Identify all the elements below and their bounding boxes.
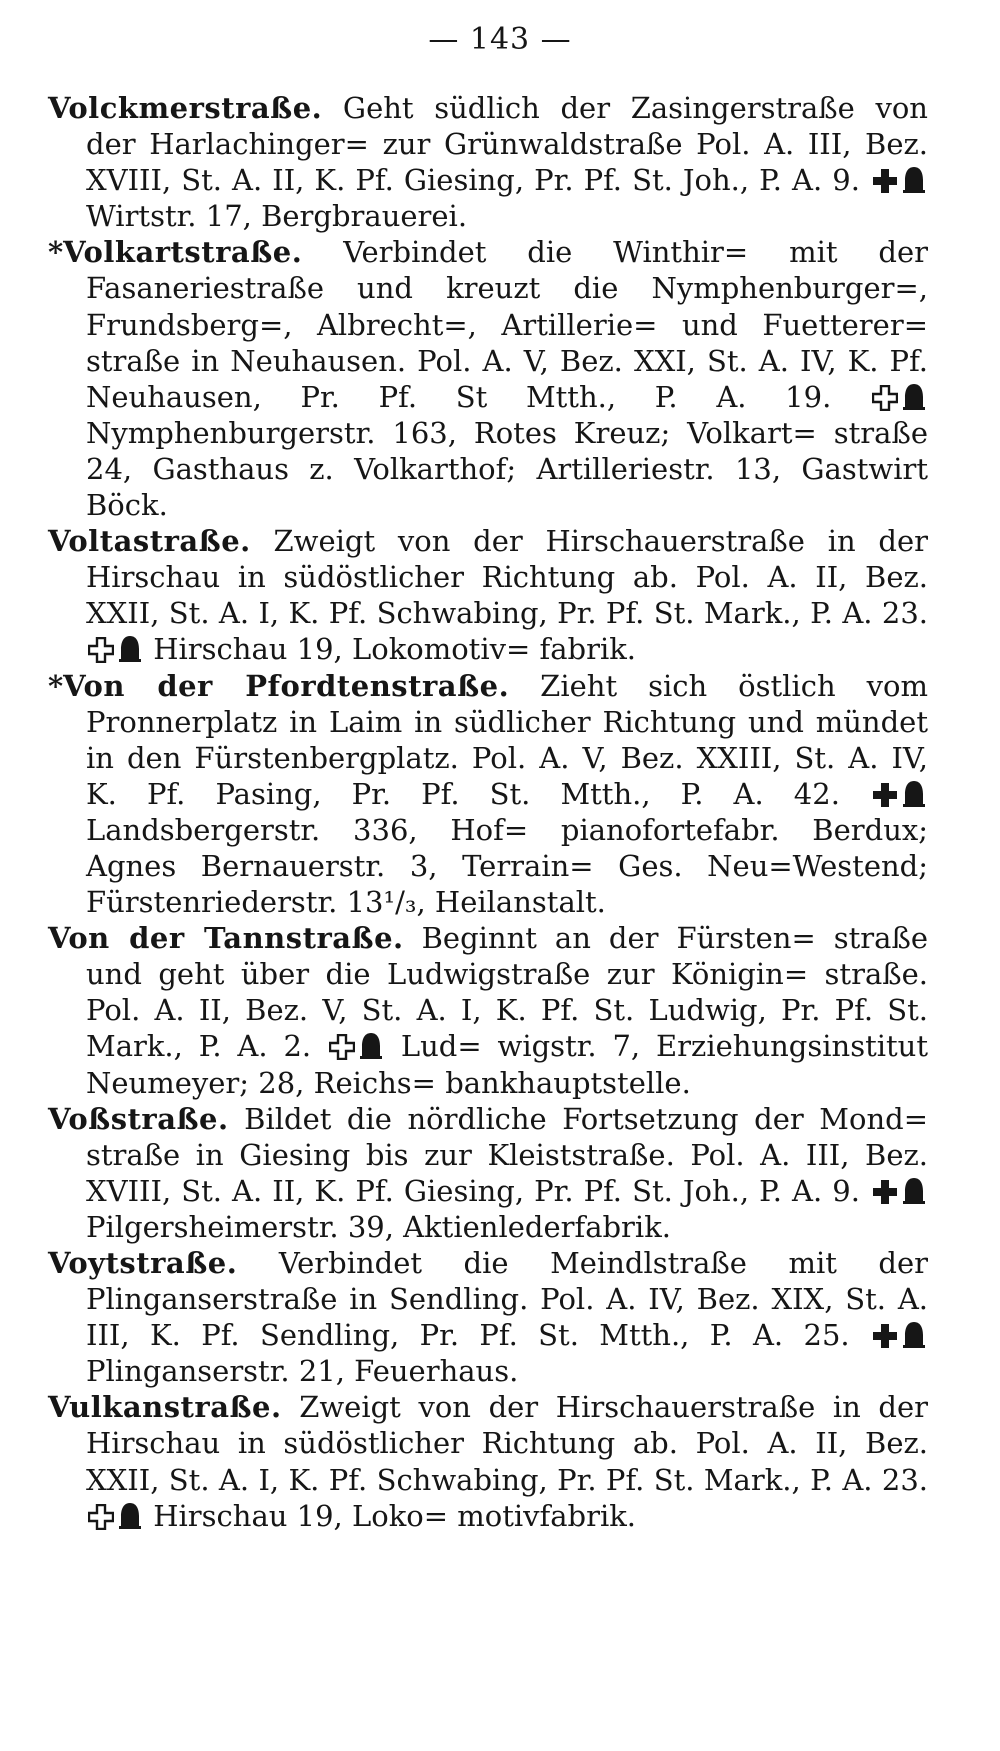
fire-alarm-bell-icon — [902, 383, 926, 411]
fire-alarm-bell-icon — [902, 780, 926, 808]
entry-heading: Volckmerstraße. — [48, 91, 323, 125]
page-number: — 143 — — [428, 22, 572, 57]
street-entry — [48, 1101, 928, 1245]
street-entries — [48, 90, 928, 1534]
entry-landmarks: Landsbergerstr. 336, Hof= pianofortefabr. Berdux; Agnes Bernauerstr. 3, Terrain= Ges. Neu=Westend; Fürstenriederstr. 13¹/₃, Heilanstalt. — [86, 812, 928, 920]
entry-text: Zweigt von der Hirschauerstraße in der Hirschau in südöstlicher Richtung ab. Pol. A. II, Bez. XXII, St. A. I, K. Pf. Schwabing, Pr. Pf. St. Mark., P. A. 23. — [86, 1390, 928, 1497]
entry-text: Zweigt von der Hirschauerstraße in der Hirschau in südöstlicher Richtung ab. Pol. A. II, Bez. XXII, St. A. I, K. Pf. Schwabing, Pr. Pf. St. Mark., P. A. 23. — [86, 524, 928, 631]
entry-landmarks: Hirschau 19, Loko= motivfabrik. — [144, 1498, 637, 1533]
entry-landmarks: Hirschau 19, Lokomotiv= fabrik. — [144, 632, 637, 667]
street-entry — [48, 90, 928, 234]
red-cross-outline-icon — [329, 1034, 355, 1060]
street-entry — [48, 1245, 928, 1389]
entry-text: Bildet die nördliche Fortsetzung der Mond= straße in Giesing bis zur Kleiststraße. Pol. A. III, Bez. XVIII, St. A. II, K. Pf. Giesing, Pr. Pf. St. Joh., P. A. 9. — [86, 1101, 928, 1208]
entry-landmarks: Plinganserstr. 21, Feuerhaus. — [86, 1354, 519, 1389]
entry-heading: Voßstraße. — [48, 1101, 229, 1136]
fire-alarm-bell-icon — [359, 1032, 383, 1060]
entry-text: Verbindet die Meindlstraße mit der Plinganserstraße in Sendling. Pol. A. IV, Bez. XIX, St. A. III, K. Pf. Sendling, Pr. Pf. St. Mtth., P. A. 25. — [86, 1246, 928, 1353]
fire-alarm-bell-icon — [118, 1502, 142, 1530]
entry-star: * — [48, 235, 64, 270]
entry-landmarks: Lud= wigstr. 7, Erziehungsinstitut Neumeyer; 28, Reichs= bankhauptstelle. — [86, 1029, 928, 1100]
red-cross-filled-icon — [872, 1323, 898, 1349]
entry-star: * — [48, 668, 64, 703]
entry-text: Verbindet die Winthir= mit der Fasaneriestraße und kreuzt die Nymphenburger=, Frundsberg=, Albrecht=, Artillerie= und Fuetterer= straße in Neuhausen. Pol. A. V, Bez. XXI, St. A. IV, K. Pf. Neuhausen, Pr. Pf. St Mtth., P. A. 19. — [86, 235, 928, 414]
red-cross-filled-icon — [872, 782, 898, 808]
street-entry — [48, 920, 928, 1100]
street-entry — [48, 234, 928, 523]
red-cross-filled-icon — [872, 168, 898, 194]
entry-text: Beginnt an der Fürsten= straße und geht über die Ludwigstraße zur Königin= straße. Pol. A. II, Bez. V, St. A. I, K. Pf. St. Ludwig, Pr. Pf. St. Mark., P. A. 2. — [86, 921, 928, 1064]
red-cross-filled-icon — [872, 1179, 898, 1205]
entry-heading: Von der Pfordtenstraße. — [63, 668, 510, 703]
red-cross-outline-icon — [88, 1504, 114, 1530]
entry-heading: Voltastraße. — [48, 524, 251, 559]
red-cross-outline-icon — [872, 385, 898, 411]
entry-landmarks: Pilgersheimerstr. 39, Aktienlederfabrik. — [86, 1209, 671, 1244]
entry-text: Zieht sich östlich vom Pronnerplatz in Laim in südlicher Richtung und mündet in den Fürstenbergplatz. Pol. A. V, Bez. XXIII, St. A. IV, K. Pf. Pasing, Pr. Pf. St. Mtth., P. A. 42. — [86, 668, 928, 811]
street-entry — [48, 668, 928, 921]
fire-alarm-bell-icon — [902, 1177, 926, 1205]
entry-text: Geht südlich der Zasingerstraße von der Harlachinger= zur Grünwaldstraße Pol. A. III, Bez. XVIII, St. A. II, K. Pf. Giesing, Pr. Pf. St. Joh., P. A. 9. — [86, 91, 928, 198]
red-cross-outline-icon — [88, 637, 114, 663]
street-entry — [48, 1389, 928, 1533]
fire-alarm-bell-icon — [902, 166, 926, 194]
entry-landmarks: Wirtstr. 17, Bergbrauerei. — [86, 199, 468, 234]
fire-alarm-bell-icon — [118, 635, 142, 663]
entry-heading: Voytstraße. — [48, 1246, 238, 1280]
entry-heading: Vulkanstraße. — [48, 1390, 282, 1425]
fire-alarm-bell-icon — [902, 1321, 926, 1349]
street-entry — [48, 523, 928, 667]
entry-heading: Von der Tannstraße. — [48, 921, 404, 956]
entry-heading: Volkartstraße. — [63, 235, 303, 270]
entry-landmarks: Nymphenburgerstr. 163, Rotes Kreuz; Volkart= straße 24, Gasthaus z. Volkarthof; Artilleriestr. 13, Gastwirt Böck. — [86, 415, 928, 523]
